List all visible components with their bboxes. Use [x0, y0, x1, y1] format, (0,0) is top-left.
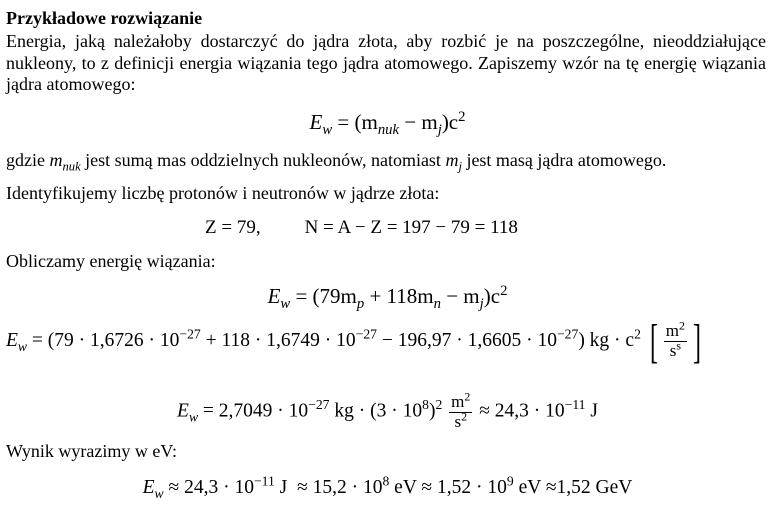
eq4-unit-num: m: [451, 392, 465, 411]
eq1-m-sub: nuk: [377, 122, 400, 139]
unit-num-exp: 2: [679, 318, 685, 333]
eq3-e3: −27: [556, 326, 579, 342]
where-t2: jest sumą mas oddzielnych nukleonów, natomiast: [80, 150, 446, 170]
where-line: [6, 150, 666, 172]
eq1-sq: 2: [458, 109, 466, 125]
eq4-e1: −27: [308, 397, 330, 413]
eq4-unit-num-exp: 2: [464, 389, 471, 404]
eq2-c-sub: j: [479, 296, 484, 313]
where-t3: jest masą jądra atomowego.: [461, 150, 667, 170]
eq4-unit-den: s: [454, 411, 462, 431]
eq3-b3: − 196,97 · 1,6605 · 10: [376, 330, 557, 352]
where-m-sub: nuk: [62, 159, 81, 174]
eq4-unit-fraction: [449, 389, 472, 431]
eq4-e2: 8: [422, 397, 429, 413]
eq5-lhs: E: [142, 477, 155, 498]
energy-result-ev: [0, 473, 775, 501]
eq1-lhs: E: [309, 110, 323, 134]
eq5-b2: J ≈ 15,2 · 10: [274, 477, 383, 498]
eq3-b4: ) kg · c: [578, 330, 635, 352]
intro-text: Energia, jaką należałoby dostarczyć do jądra złota, aby rozbić je na poszczególne, nieoddziałujące nukleony, to z definicji energia wiązania tego jądra atomowego. Zapiszemy wzór na tę energię wiązania jądra atomowego:: [6, 31, 766, 95]
solution-heading: Przykładowe rozwiązanie: [6, 8, 203, 28]
eq2-b-sub: n: [433, 296, 441, 313]
where-m: m: [49, 150, 63, 170]
eq3-lhs: E: [6, 330, 18, 352]
eq2-d: )c: [483, 284, 501, 308]
eq2-b: + 118m: [364, 284, 434, 308]
numeric-substitution: [6, 315, 705, 368]
eq4-e3: 2: [435, 397, 443, 413]
eq5-lhs-sub: w: [154, 485, 164, 501]
eq2-lhs: E: [267, 284, 281, 308]
binding-energy-formula: [0, 109, 775, 139]
eq2-lhs-sub: w: [280, 296, 291, 313]
binding-energy-gold-formula: [0, 283, 775, 313]
energy-result-joule: [0, 389, 775, 431]
eq1-tail: )c: [441, 110, 459, 134]
unit-fraction: [664, 318, 687, 361]
eq4-lhs: E: [177, 400, 189, 422]
eq5-e1: −11: [253, 473, 275, 489]
eq1-mid: = (m: [332, 110, 378, 134]
result-text: Wynik wyrazimy w eV:: [6, 441, 178, 461]
eq4-lhs-sub: w: [188, 409, 199, 425]
unit-den: s: [669, 341, 677, 361]
eq2-c: − m: [440, 284, 480, 308]
eq4-b3: ): [428, 400, 436, 422]
z-value: Z = 79,: [205, 217, 261, 238]
eq3-lhs-sub: w: [17, 338, 28, 354]
eq2-sq: 2: [500, 283, 508, 299]
eq5-b3: eV ≈ 1,52 · 10: [389, 477, 507, 498]
eq4-body: = 2,7049 · 10: [198, 400, 309, 422]
n-value: N = A − Z = 197 − 79 = 118: [304, 217, 518, 238]
where-t1: gdzie: [6, 150, 50, 170]
eq3-sq: 2: [634, 326, 641, 342]
identify-text: Identyfikujemy liczbę protonów i neutronów w jądrze złota:: [6, 183, 440, 203]
eq4-b5: J: [585, 400, 598, 422]
eq3-b2: + 118 · 1,6749 · 10: [200, 330, 356, 352]
zn-line: [205, 217, 518, 240]
unit-den-exp: s: [676, 338, 681, 353]
eq3-e2: −27: [355, 326, 377, 342]
eq3-body: = (79 · 1,6726 · 10: [27, 330, 180, 352]
eq5-b1: ≈ 24,3 · 10: [163, 477, 254, 498]
eq3-e1: −27: [179, 326, 201, 342]
eq4-b4: ≈ 24,3 · 10: [474, 400, 565, 422]
eq5-b4: eV ≈1,52 GeV: [513, 477, 633, 498]
where-mj-sub: j: [458, 159, 462, 174]
intro-paragraph: [6, 31, 766, 96]
unit-bracket: [ $\frac{m^2}{s^s}$ ]: [649, 315, 701, 368]
eq2-a-sub: p: [356, 296, 365, 313]
eq5-e3: 9: [506, 473, 514, 489]
eq4-unit-den-exp: 2: [461, 409, 468, 424]
eq1-lhs-sub: w: [322, 122, 333, 139]
eq4-e4: −11: [564, 397, 586, 413]
where-mj: m: [445, 150, 459, 170]
eq1-minus: − m: [399, 110, 438, 134]
eq4-b2: kg · (3 · 10: [329, 400, 423, 422]
eq5-e2: 8: [382, 473, 390, 489]
unit-num: m: [665, 321, 680, 341]
compute-text: Obliczamy energię wiązania:: [6, 251, 216, 271]
eq2-a: = (79m: [290, 284, 357, 308]
eq1-mj-sub: j: [437, 122, 442, 139]
